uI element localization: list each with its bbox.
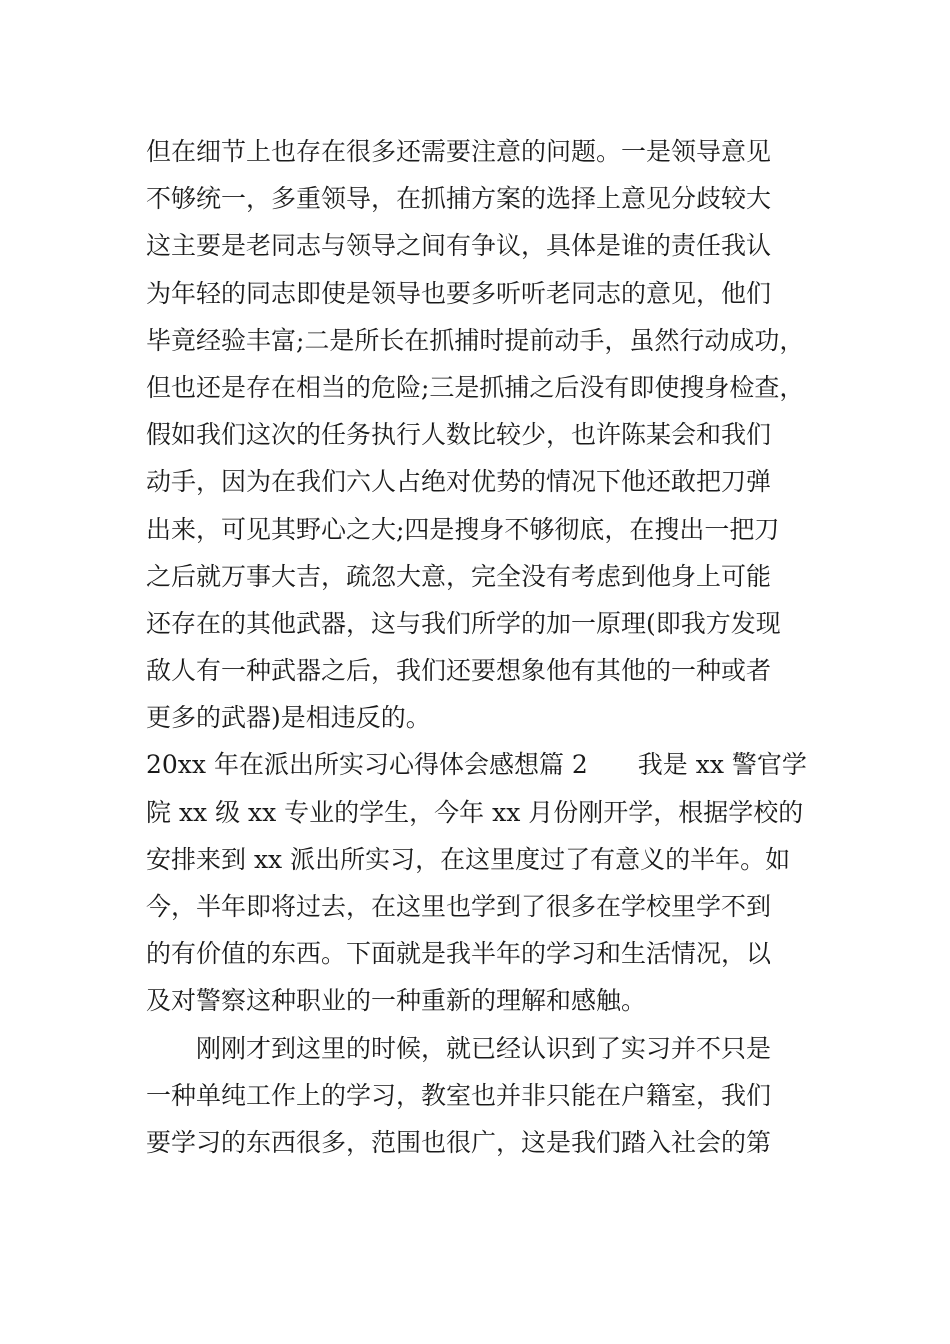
text-line: 的有价值的东西。下面就是我半年的学习和生活情况，以 <box>146 939 772 969</box>
text-line: 要学习的东西很多，范围也很广，这是我们踏入社会的第 <box>146 1127 772 1157</box>
text-line: 但也还是存在相当的危险;三是抓捕之后没有即使搜身检查， <box>146 372 805 402</box>
text-line: 院 xx 级 xx 专业的学生，今年 xx 月份刚开学，根据学校的 <box>146 797 804 827</box>
paragraph-start-line: 刚刚才到这里的时候，就已经认识到了实习并不只是 <box>146 1033 772 1063</box>
text-line: 更多的武器)是相违反的。 <box>146 703 431 733</box>
text-line: 敌人有一种武器之后，我们还要想象他有其他的一种或者 <box>146 656 772 686</box>
text-line: 不够统一，多重领导，在抓捕方案的选择上意见分歧较大 <box>146 184 772 214</box>
text-line: 这主要是老同志与领导之间有争议，具体是谁的责任我认 <box>146 231 772 261</box>
text-line: 动手，因为在我们六人占绝对优势的情况下他还敢把刀弹 <box>146 467 772 497</box>
text-line: 还存在的其他武器，这与我们所学的加一原理(即我方发现 <box>146 608 781 638</box>
section-heading-line: 20xx 年在派出所实习心得体会感想篇 2 我是 xx 警官学 <box>146 750 807 780</box>
text-line: 及对警察这种职业的一种重新的理解和感触。 <box>146 986 647 1016</box>
text-line: 出来，可见其野心之大;四是搜身不够彻底，在搜出一把刀 <box>146 514 780 544</box>
text-line: 但在细节上也存在很多还需要注意的问题。一是领导意见 <box>146 137 772 166</box>
body-text <box>146 128 826 1166</box>
text-line: 安排来到 xx 派出所实习，在这里度过了有意义的半年。如 <box>146 844 791 874</box>
text-line: 假如我们这次的任务执行人数比较少，也许陈某会和我们 <box>146 420 772 450</box>
text-line: 一种单纯工作上的学习，教室也并非只能在户籍室，我们 <box>146 1080 772 1110</box>
text-line: 毕竟经验丰富;二是所长在抓捕时提前动手，虽然行动成功， <box>146 325 805 355</box>
text-line: 之后就万事大吉，疏忽大意，完全没有考虑到他身上可能 <box>146 561 772 591</box>
text-line: 为年轻的同志即使是领导也要多听听老同志的意见，他们 <box>146 278 772 308</box>
text-line: 今，半年即将过去，在这里也学到了很多在学校里学不到 <box>146 892 772 921</box>
